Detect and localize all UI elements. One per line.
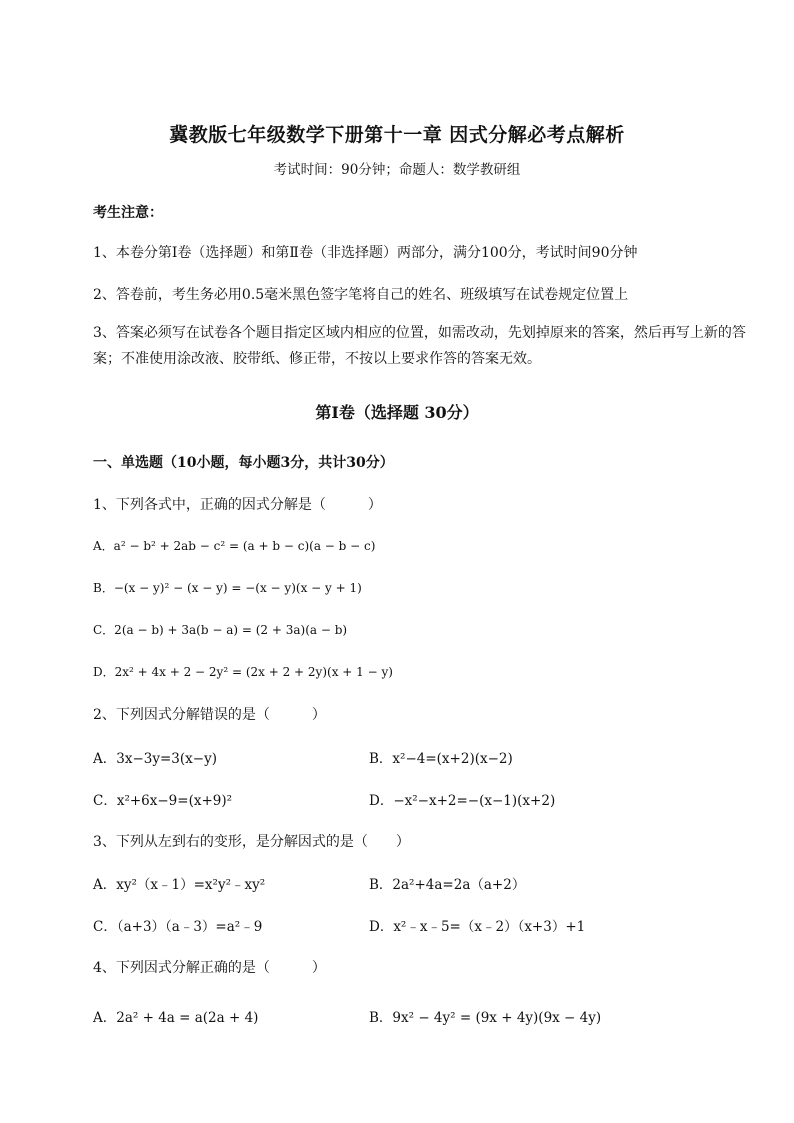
- notice-item-1: 1、本卷分第I卷（选择题）和第Ⅱ卷（非选择题）两部分，满分100分，考试时间90分钟: [93, 245, 638, 261]
- question-3-stem: 3、下列从左到右的变形，是分解因式的是（ ）: [93, 834, 410, 850]
- question-1-option-a: A．a² − b² + 2ab − c² = (a + b − c)(a − b − c): [93, 539, 376, 553]
- question-2-option-b: B．x²−4=(x+2)(x−2): [369, 751, 513, 767]
- question-4-option-a: A．2a² + 4a = a(2a + 4): [93, 1010, 259, 1026]
- question-1-stem: 1、下列各式中，正确的因式分解是（ ）: [93, 497, 382, 513]
- question-4-option-b: B．9x² − 4y² = (9x + 4y)(9x − 4y): [369, 1010, 602, 1026]
- question-3-option-a: A．xy²（x﹣1）=x²y²﹣xy²: [93, 877, 266, 893]
- question-2-option-c: C．x²+6x−9=(x+9)²: [93, 793, 233, 809]
- question-4-stem: 4、下列因式分解正确的是（ ）: [93, 960, 326, 976]
- notice-heading: 考生注意：: [93, 205, 163, 221]
- notice-item-3: 3、答案必须写在试卷各个题目指定区域内相应的位置，如需改动，先划掉原来的答案，然后再写上新的答案；不准使用涂改液、胶带纸、修正带，不按以上要求作答的答案无效。: [93, 325, 746, 367]
- question-2-stem: 2、下列因式分解错误的是（ ）: [93, 707, 326, 723]
- section-title: 第I卷（选择题 30分）: [315, 403, 479, 422]
- question-2-option-d: D．−x²−x+2=−(x−1)(x+2): [369, 793, 556, 809]
- question-3-option-d: D．x²﹣x﹣5=（x﹣2）（x+3）+1: [369, 919, 586, 935]
- exam-info: 考试时间：90分钟；命题人：数学教研组: [273, 162, 521, 178]
- question-1-option-b: B．−(x − y)² − (x − y) = −(x − y)(x − y + 1): [93, 581, 362, 595]
- document-title: 冀教版七年级数学下册第十一章 因式分解必考点解析: [169, 124, 625, 146]
- question-3-option-c: C．（a+3）（a﹣3）=a²﹣9: [93, 919, 263, 935]
- question-3-option-b: B．2a²+4a=2a（a+2）: [369, 877, 526, 893]
- question-1-option-c: C．2(a − b) + 3a(b − a) = (2 + 3a)(a − b): [93, 623, 348, 637]
- question-1-option-d: D．2x² + 4x + 2 − 2y² = (2x + 2 + 2y)(x + 1 − y): [93, 665, 393, 679]
- notice-item-2: 2、答卷前，考生务必用0.5毫米黑色签字笔将自己的姓名、班级填写在试卷规定位置上: [93, 287, 629, 303]
- question-type-heading: 一、单选题（10小题，每小题3分，共计30分）: [93, 455, 394, 471]
- question-2-option-a: A．3x−3y=3(x−y): [93, 751, 217, 767]
